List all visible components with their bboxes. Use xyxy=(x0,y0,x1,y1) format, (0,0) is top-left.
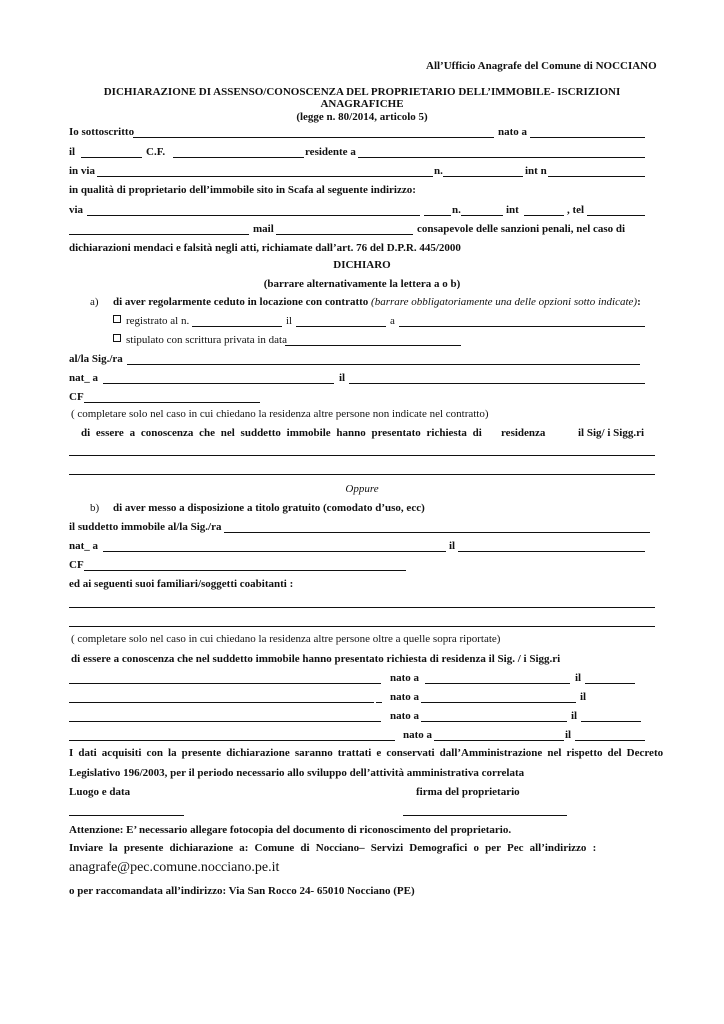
dichiarazioni-text: dichiarazioni mendaci e falsità negli atti, richiamate dall’art. 76 del D.P.R. 445/2000 xyxy=(69,242,461,254)
label-nato-a-4: nato a xyxy=(403,729,433,741)
attenzione-text: Attenzione: E’ necessario allegare fotocopia del documento di riconoscimento del proprietario. xyxy=(69,824,512,836)
field-persona-3-data[interactable] xyxy=(581,721,641,722)
field-conduttore-cf[interactable] xyxy=(84,402,260,403)
field-persona-4-data[interactable] xyxy=(575,740,645,741)
option-a-text: di aver regolarmente ceduto in locazione con contratto (barrare obbligatoriamente una delle opzioni sotto indicate): xyxy=(113,296,641,308)
conoscenza-b-text: di essere a conoscenza che nel suddetto immobile hanno presentato richiesta di residenza il Sig. / i Sigg.ri xyxy=(71,653,561,665)
dichiaro-subtitle: (barrare alternativamente la lettera a o b) xyxy=(263,278,461,290)
checkbox-stipulato[interactable] xyxy=(113,334,121,342)
option-stipulato[interactable]: stipulato con scrittura privata in data xyxy=(113,334,287,347)
familiari-text: ed ai seguenti suoi familiari/soggetti coabitanti : xyxy=(69,578,294,590)
option-a-letter[interactable]: a) xyxy=(90,296,99,308)
field-conduttore[interactable] xyxy=(127,364,640,365)
firma-label: firma del proprietario xyxy=(416,786,520,798)
field-mail[interactable] xyxy=(276,234,413,235)
field-comodatario[interactable] xyxy=(224,532,650,533)
completare-note-b: ( completare solo nel caso in cui chiedano la residenza altre persone oltre a quelle sopra riportate) xyxy=(71,633,501,645)
form-title: DICHIARAZIONE DI ASSENSO/CONOSCENZA DEL PROPRIETARIO DELL’IMMOBILE- ISCRIZIONI xyxy=(103,86,621,98)
field-civico-residenza[interactable] xyxy=(443,176,523,177)
field-via-immobile-2[interactable] xyxy=(424,215,451,216)
label-a-registrato: a xyxy=(390,315,395,327)
label-nato-a-3: nato a xyxy=(390,710,420,722)
label-il-3: il xyxy=(571,710,578,722)
privacy-text-1: I dati acquisiti con la presente dichiarazione saranno trattati e conservati dall’Amministrazione nel rispetto del Decreto xyxy=(69,747,664,759)
field-persona-2-b[interactable] xyxy=(376,702,382,703)
label-il-2: il xyxy=(580,691,587,703)
field-familiari-2[interactable] xyxy=(69,626,655,627)
field-via-residenza[interactable] xyxy=(97,176,433,177)
field-nome[interactable] xyxy=(133,137,494,138)
field-codice-fiscale[interactable] xyxy=(173,157,304,158)
label-in-via: in via xyxy=(69,165,95,177)
luogo-data-label: Luogo e data xyxy=(69,786,131,798)
label-int: int xyxy=(506,204,519,216)
label-cf-conduttore: CF xyxy=(69,391,84,403)
label-n-immobile: n. xyxy=(452,204,461,216)
field-residenza[interactable] xyxy=(358,157,645,158)
field-data-nascita[interactable] xyxy=(81,157,142,158)
addressee: All’Ufficio Anagrafe del Comune di NOCCIANO xyxy=(426,60,657,72)
form-title-cont: ANAGRAFICHE xyxy=(320,98,404,110)
label-n: n. xyxy=(434,165,443,177)
field-numero-registrazione[interactable] xyxy=(192,326,282,327)
field-nominativi-a-1[interactable] xyxy=(69,455,655,456)
label-nat-a: nat_ a xyxy=(69,372,99,384)
field-telefono[interactable] xyxy=(587,215,645,216)
pec-address-link[interactable]: anagrafe@pec.comune.nocciano.pe.it xyxy=(69,860,280,875)
field-comodatario-cf[interactable] xyxy=(84,570,406,571)
label-cf-b: CF xyxy=(69,559,84,571)
label-nat-a-b: nat_ a xyxy=(69,540,99,552)
conoscenza-a-sig: il Sig/ i Sigg.ri xyxy=(578,427,645,439)
field-persona-2-nascita[interactable] xyxy=(421,702,576,703)
label-int-n: int n xyxy=(525,165,547,177)
option-b-text: di aver messo a disposizione a titolo gratuito (comodato d’uso, ecc) xyxy=(113,502,425,514)
field-data-scrittura-privata[interactable] xyxy=(285,345,461,346)
dichiaro-title: DICHIARO xyxy=(333,259,391,271)
label-il: il xyxy=(69,146,76,158)
label-il-conduttore: il xyxy=(339,372,346,384)
label-io-sottoscritto: Io sottoscritto xyxy=(69,126,135,138)
checkbox-registrato[interactable] xyxy=(113,315,121,323)
field-telefono-cont[interactable] xyxy=(69,234,249,235)
field-firma[interactable] xyxy=(403,815,567,816)
field-conduttore-nascita[interactable] xyxy=(103,383,334,384)
label-nato-a-2: nato a xyxy=(390,691,420,703)
option-a-note: (barrare obbligatoriamente una delle opzioni sotto indicate) xyxy=(371,296,638,308)
raccomandata-text: o per raccomandata all’indirizzo: Via San Rocco 24- 65010 Nocciano (PE) xyxy=(69,885,415,897)
option-b-letter[interactable]: b) xyxy=(90,502,100,514)
label-residente-a: residente a xyxy=(305,146,356,158)
field-comodatario-data[interactable] xyxy=(458,551,645,552)
field-persona-3[interactable] xyxy=(69,721,381,722)
label-immobile-sig: il suddetto immobile al/la Sig./ra xyxy=(69,521,222,533)
label-nato-a-1: nato a xyxy=(390,672,420,684)
label-cf: C.F. xyxy=(146,146,166,158)
conoscenza-a-residenza: residenza xyxy=(501,427,546,439)
completare-note-a: ( completare solo nel caso in cui chiedano la residenza altre persone non indicate nel contratto) xyxy=(71,408,489,420)
field-persona-1-data[interactable] xyxy=(585,683,635,684)
consapevole-text: consapevole delle sanzioni penali, nel caso di xyxy=(417,223,626,235)
field-persona-2[interactable] xyxy=(69,702,374,703)
label-tel: , tel xyxy=(567,204,585,216)
option-registrato[interactable]: registrato al n. xyxy=(113,315,189,328)
field-persona-3-nascita[interactable] xyxy=(421,721,567,722)
label-il-b: il xyxy=(449,540,456,552)
privacy-text-2: Legislativo 196/2003, per il periodo necessario allo sviluppo dell’attività amministrativa correlata xyxy=(69,767,525,779)
label-alla-sig: al/la Sig./ra xyxy=(69,353,123,365)
form-law-reference: (legge n. 80/2014, articolo 5) xyxy=(296,111,428,123)
label-il-registrato: il xyxy=(286,315,293,327)
conoscenza-a-text: di essere a conoscenza che nel suddetto immobile hanno presentato richiesta di xyxy=(81,427,482,439)
field-data-registrazione[interactable] xyxy=(296,326,386,327)
field-familiari-1[interactable] xyxy=(69,607,655,608)
field-via-immobile[interactable] xyxy=(87,215,420,216)
qualita-proprietario: in qualità di proprietario dell’immobile sito in Scafa al seguente indirizzo: xyxy=(69,184,416,196)
label-via: via xyxy=(69,204,84,216)
field-civico-immobile[interactable] xyxy=(461,215,503,216)
label-mail: mail xyxy=(253,223,274,235)
field-persona-4[interactable] xyxy=(69,740,395,741)
label-nato-a: nato a xyxy=(498,126,528,138)
field-luogo-data[interactable] xyxy=(69,815,184,816)
field-luogo-nascita[interactable] xyxy=(530,137,645,138)
label-il-1: il xyxy=(575,672,582,684)
field-persona-1-nascita[interactable] xyxy=(425,683,570,684)
field-interno-residenza[interactable] xyxy=(548,176,645,177)
field-nominativi-a-2[interactable] xyxy=(69,474,655,475)
inviare-text: Inviare la presente dichiarazione a: Comune di Nocciano– Servizi Demografici o per Pec all’indirizzo : xyxy=(69,842,597,854)
oppure-label: Oppure xyxy=(345,483,379,495)
field-conduttore-data[interactable] xyxy=(349,383,645,384)
label-il-4: il xyxy=(565,729,572,741)
field-luogo-registrazione[interactable] xyxy=(399,326,645,327)
field-persona-1[interactable] xyxy=(69,683,381,684)
field-persona-4-nascita[interactable] xyxy=(434,740,564,741)
field-comodatario-nascita[interactable] xyxy=(103,551,446,552)
field-interno-immobile[interactable] xyxy=(524,215,564,216)
